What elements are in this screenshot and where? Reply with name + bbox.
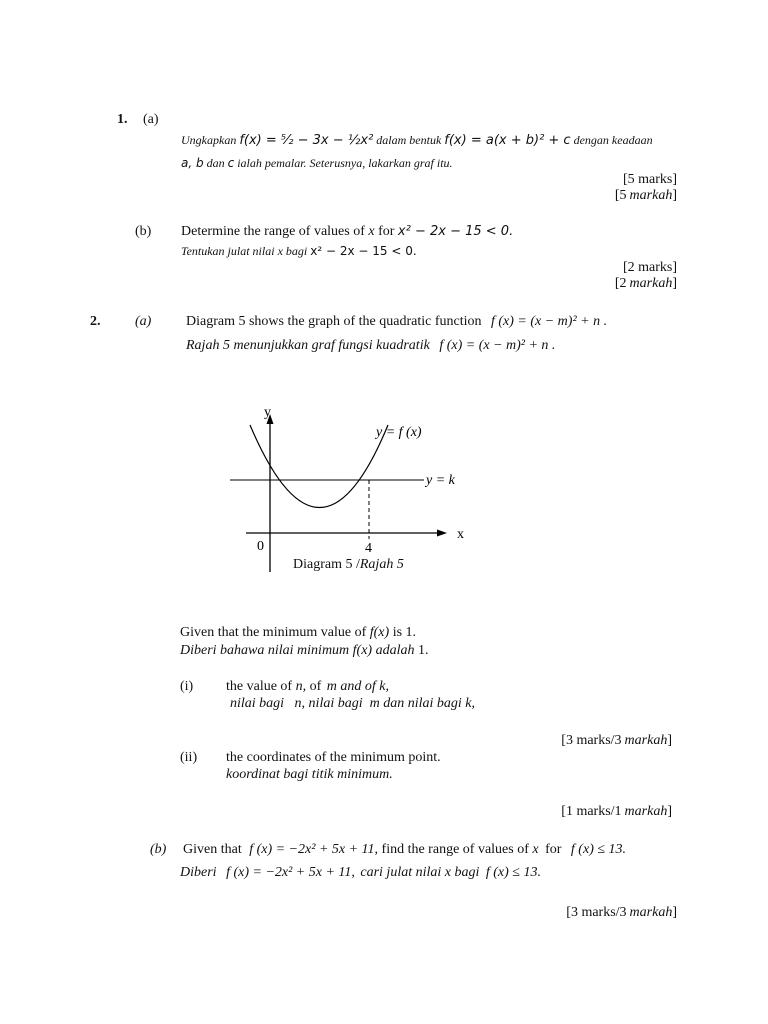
q2b-ms-function: f (x) = −2x² + 5x + 11, — [226, 865, 355, 880]
q1a-ms-rest: ialah pemalar. Seterusnya, lakarkan graf itu. — [237, 156, 453, 170]
q1a-ms-prefix: Ungkapkan — [181, 133, 237, 147]
q1b-marks-ms-number: [2 — [614, 276, 627, 291]
q2a-i-malay: nilai bagi n, nilai bagi m dan nilai bagi k, — [230, 696, 475, 711]
diagram-caption — [293, 556, 404, 574]
q2a-i-marks-prefix: [3 marks/3 — [561, 733, 622, 748]
q2a-i-english — [226, 678, 389, 696]
given-ms-text: Diberi bahawa nilai minimum f(x) adalah — [180, 643, 415, 658]
q1a-ms-mid: dalam bentuk — [376, 133, 442, 147]
x-axis-arrowhead — [437, 530, 447, 537]
q2b-ms-mid: cari julat nilai x bagi — [360, 865, 480, 880]
origin-label: 0 — [257, 539, 264, 554]
q1b-en-x: x — [368, 224, 375, 239]
q1b-ms-bagi: bagi — [285, 244, 308, 258]
q2a-ms-text: Rajah 5 menunjukkan graf fungsi kuadratik — [186, 338, 430, 353]
y-axis-label: y — [264, 405, 271, 420]
q1b-en-for: for — [378, 224, 395, 239]
q2a-given-en — [180, 624, 416, 642]
q2b-malay — [180, 864, 541, 882]
q2b-en-given: Given that — [183, 842, 242, 857]
q2a-i-marks-word: markah — [624, 733, 668, 748]
given-en-fx: f(x) — [369, 625, 390, 640]
q1b-marks-ms-close: ] — [672, 276, 677, 291]
q2b-english — [183, 841, 626, 859]
diagram-caption-en: Diagram 5 / — [293, 557, 360, 572]
q1a-ms-suffix: dengan keadaan — [573, 133, 653, 147]
given-en-prefix: Given that the minimum value of — [180, 625, 367, 640]
q1a-vars-ab: a, b — [181, 156, 204, 170]
q1b-en-text: Determine the range of values of — [181, 224, 365, 239]
x-axis-label: x — [457, 527, 464, 542]
q2a-i-en-of: of — [309, 679, 322, 694]
q1b-ms-text: Tentukan julat nilai — [181, 244, 275, 258]
q1b-inequality: x² − 2x − 15 < 0. — [397, 224, 514, 239]
q2a-i-marks-close: ] — [667, 733, 672, 748]
x-tick-label-4: 4 — [365, 541, 372, 556]
q2a-ii-marks — [561, 803, 672, 821]
q2a-i-marks — [561, 732, 672, 750]
line-k-label: y = k — [426, 473, 455, 488]
q2b-marks-prefix: [3 marks/3 — [566, 905, 627, 920]
q1a-label: (a) — [143, 112, 159, 127]
q2a-ms-function: f (x) = (x − m)² + n . — [439, 338, 556, 353]
given-ms-value: 1. — [418, 643, 429, 658]
q2a-en-text: Diagram 5 shows the graph of the quadratic function — [186, 314, 482, 329]
q1b-marks-en: [2 marks] — [622, 260, 677, 275]
q2a-i-en-prefix: the value of — [226, 679, 293, 694]
q1a-marks-en: [5 marks] — [622, 172, 677, 187]
q2b-marks-word: markah — [629, 905, 673, 920]
q2a-en-function: f (x) = (x − m)² + n . — [490, 314, 608, 329]
q1a-and: dan — [206, 156, 225, 170]
q1a-marks-ms-close: ] — [672, 188, 677, 203]
q2b-label: (b) — [150, 842, 167, 857]
q1a-expression-target: f(x) = a(x + b)² + c — [444, 133, 571, 148]
q2b-ms-inequality: f (x) ≤ 13. — [485, 865, 541, 880]
q2a-ii-english: the coordinates of the minimum point. — [226, 750, 441, 765]
q2b-en-function: f (x) = −2x² + 5x + 11 — [249, 842, 375, 857]
q2a-ii-malay: koordinat bagi titik minimum. — [226, 767, 393, 782]
question-2-number: 2. — [90, 314, 101, 329]
q2b-en-x: x — [532, 842, 539, 857]
q2b-ms-given: Diberi — [180, 865, 217, 880]
q2b-en-inequality: f (x) ≤ 13. — [570, 842, 627, 857]
diagram-caption-ms: Rajah 5 — [359, 557, 404, 572]
q2a-ii-marks-prefix: [1 marks/1 — [561, 804, 622, 819]
q2a-ii-marks-word: markah — [624, 804, 668, 819]
q1b-ms-inequality: x² − 2x − 15 < 0. — [310, 244, 417, 258]
q1b-label: (b) — [135, 224, 152, 239]
q2a-i-label: (i) — [180, 679, 194, 694]
q2b-en-for: for — [545, 842, 562, 857]
question-1-number: 1. — [117, 112, 128, 127]
q1a-var-c: c — [227, 156, 235, 170]
q2a-i-en-n: n, — [295, 679, 307, 694]
q1a-marks-ms-word: markah — [629, 188, 673, 203]
parabola-curve — [250, 425, 388, 508]
q1b-marks-ms-word: markah — [629, 276, 673, 291]
q2b-marks — [566, 904, 677, 922]
given-en-suffix: is 1. — [392, 625, 417, 640]
q2b-en-mid: , find the range of values of — [374, 842, 529, 857]
q2b-marks-close: ] — [672, 905, 677, 920]
q2a-ii-label: (ii) — [180, 750, 198, 765]
q2a-ii-marks-close: ] — [667, 804, 672, 819]
curve-label: y = f (x) — [376, 425, 422, 440]
q1b-ms-x: x — [277, 244, 283, 258]
q2a-given-ms — [180, 642, 429, 660]
q2a-label: (a) — [135, 314, 152, 329]
q2a-i-en-rest: m and of k, — [326, 679, 389, 694]
q1a-marks-ms-number: [5 — [614, 188, 627, 203]
q1a-expression-original: f(x) = ⁵⁄₂ − 3x − ½x² — [239, 133, 374, 148]
